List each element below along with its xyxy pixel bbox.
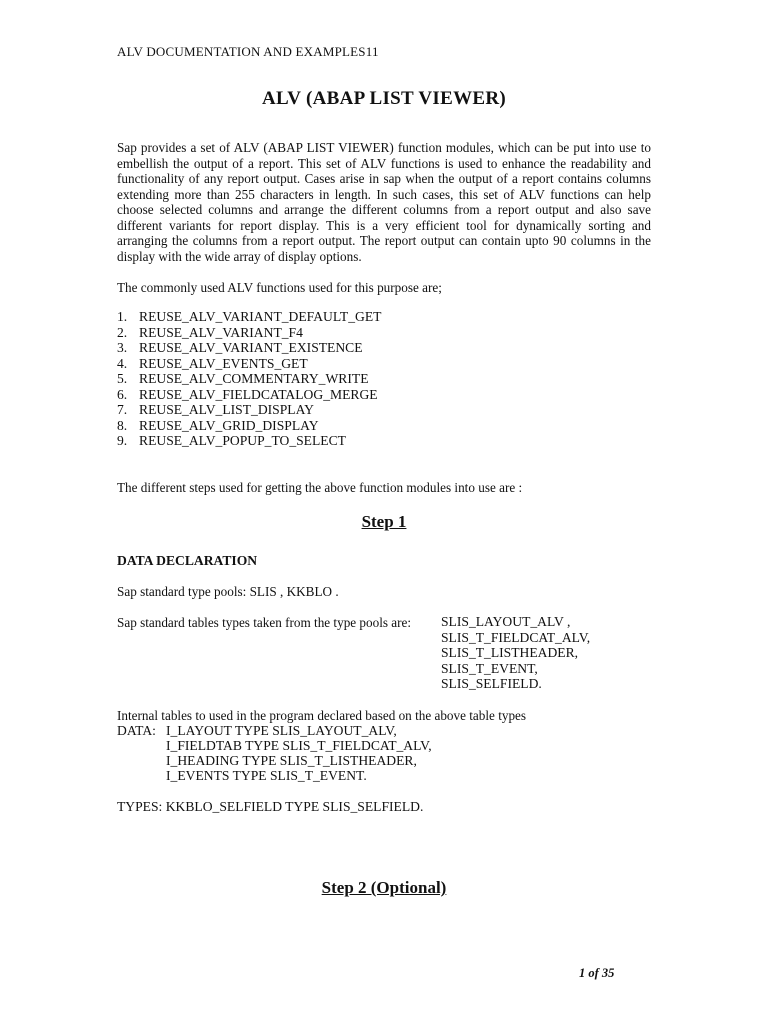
document-title: ALV (ABAP LIST VIEWER) — [261, 88, 506, 109]
step-1-heading: Step 1 — [361, 512, 407, 531]
running-header: ALV DOCUMENTATION AND EXAMPLES11 — [117, 44, 379, 59]
page-number: 1 of 35 — [579, 966, 615, 980]
functions-lead: The commonly used ALV functions used for this purpose are; — [117, 280, 442, 295]
list-item: 5. REUSE_ALV_COMMENTARY_WRITE — [117, 371, 369, 386]
data-line: I_HEADING TYPE SLIS_T_LISTHEADER, — [166, 753, 417, 768]
list-item: 8. REUSE_ALV_GRID_DISPLAY — [117, 417, 319, 433]
list-item: 9. REUSE_ALV_POPUP_TO_SELECT — [117, 433, 346, 448]
type-pools-line: Sap standard type pools: SLIS , KKBLO . — [117, 584, 339, 599]
data-line: I_FIELDTAB TYPE SLIS_T_FIELDCAT_ALV, — [166, 738, 432, 753]
table-type-item: SLIS_T_LISTHEADER, — [441, 645, 579, 660]
list-item: 6. REUSE_ALV_FIELDCATALOG_MERGE — [117, 386, 378, 402]
table-type-item: SLIS_T_FIELDCAT_ALV, — [441, 630, 591, 645]
data-declaration-heading: DATA DECLARATION — [117, 553, 258, 568]
data-keyword: DATA: — [117, 723, 156, 738]
step-2-heading: Step 2 (Optional) — [321, 878, 447, 897]
data-line: I_EVENTS TYPE SLIS_T_EVENT. — [166, 768, 367, 783]
table-type-item: SLIS_T_EVENT, — [441, 661, 538, 676]
list-item: 1. REUSE_ALV_VARIANT_DEFAULT_GET — [117, 309, 382, 324]
internal-tables-lead: Internal tables to used in the program declared based on the above table types — [117, 708, 527, 723]
table-type-item: SLIS_SELFIELD. — [441, 676, 542, 691]
function-module-list — [117, 309, 381, 449]
list-item: 4. REUSE_ALV_EVENTS_GET — [117, 355, 308, 371]
list-item: 2. REUSE_ALV_VARIANT_F4 — [117, 324, 303, 340]
table-types-lead: Sap standard tables types taken from the type pools are: — [117, 615, 412, 630]
list-item: 7. REUSE_ALV_LIST_DISPLAY — [117, 402, 314, 417]
types-line: TYPES: KKBLO_SELFIELD TYPE SLIS_SELFIELD. — [117, 799, 424, 814]
data-line: I_LAYOUT TYPE SLIS_LAYOUT_ALV, — [166, 723, 397, 738]
steps-intro: The different steps used for getting the above function modules into use are : — [117, 480, 523, 495]
list-item: 3. REUSE_ALV_VARIANT_EXISTENCE — [117, 340, 363, 355]
table-type-item: SLIS_LAYOUT_ALV , — [441, 614, 571, 629]
intro-paragraph: Sap provides a set of ALV (ABAP LIST VIEWER) function modules, which can be put into use to embellish the output of a report. This set of ALV functions is used to enhance the readability and functionality of any report output. Cases arise in sap when the output of a report contains columns extending more than 255 characters in length. In such cases, this set of ALV functions can help choose selected columns and arrange the different columns from a report output and also save different variants for report display. This is a very efficient tool for dynamically sorting and arranging the columns from a report output. The report output can contain upto 90 columns in the display with the wide array of display options. — [117, 140, 651, 264]
